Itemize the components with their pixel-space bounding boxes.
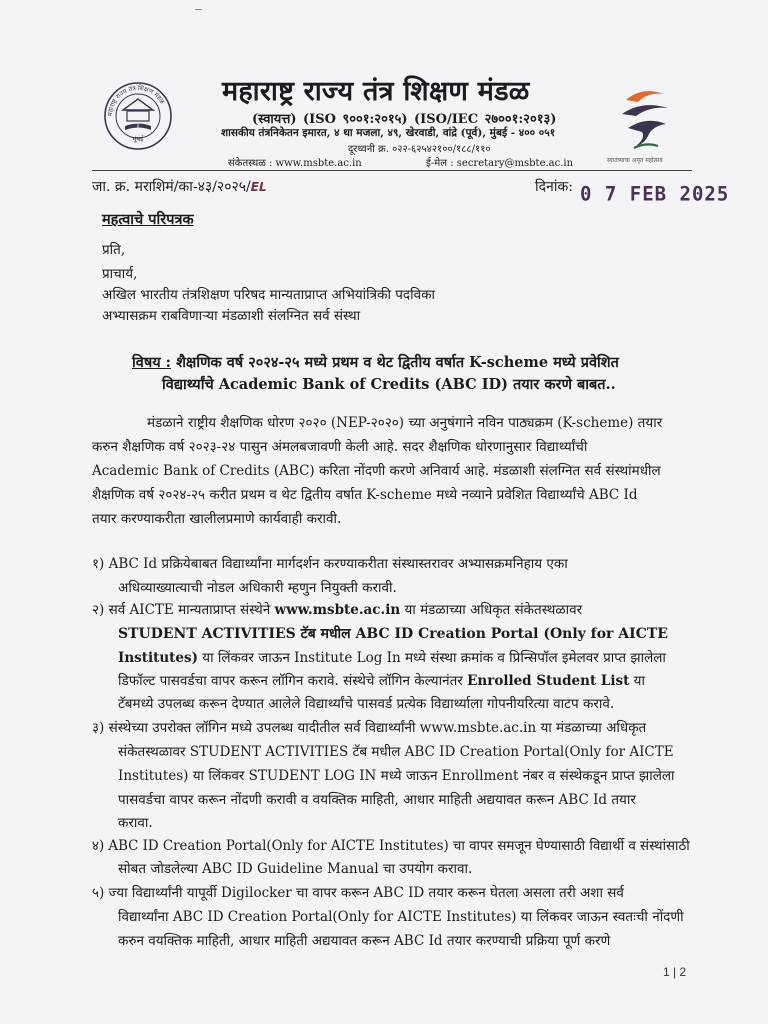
circular-title: महत्वाचे परिपत्रक xyxy=(102,211,194,228)
point-3-line: ३) संस्थेच्या उपरोक्त लॉगिन मध्ये उपलब्ध यादीतील सर्व विद्यार्थ्यांनी www.msbte.ac.in या मंडळाच्या अधिकृत xyxy=(92,720,647,736)
point-4-line: सोबत जोडलेल्या ABC ID Guideline Manual चा उपयोग करावा. xyxy=(118,861,473,877)
date-stamp: 0 7 FEB 2025 xyxy=(580,182,730,206)
point-3-line: Institutes) या लिंकवर STUDENT LOG IN मध्ये जाऊन Enrollment नंबर व संस्थेकडून प्राप्त झालेला xyxy=(118,768,675,784)
point-5-line: ५) ज्या विद्यार्थ्यांनी यापूर्वी Digilocker चा वापर करून ABC ID तयार करून घेतला असला तरी अशा सर्व xyxy=(92,885,624,901)
point-2-text: या xyxy=(629,673,645,689)
point-5-line: करुन वयक्तिक माहिती, आधार माहिती अद्ययावत करून ABC Id तयार करण्याची प्रक्रिया पूर्ण करणे xyxy=(118,933,611,949)
point-3-line: संकेतस्थळावर STUDENT ACTIVITIES टॅब मधील ABC ID Creation Portal(Only for AICTE xyxy=(118,744,674,760)
point-2-portal-tab: STUDENT ACTIVITIES टॅब मधील ABC ID Creation Portal (Only for AICTE xyxy=(118,626,668,642)
point-2-portal-tab-end: Institutes) xyxy=(118,650,198,666)
date-label: दिनांक: xyxy=(535,179,573,195)
certification-line: (स्वायत्त) (ISO ९००१:२०१५) (ISO/IEC २७००१:२०१३) xyxy=(252,112,557,127)
addressee-line: अभ्यासक्रम राबविणाऱ्या मंडळाशी संलग्नित सर्व संस्था xyxy=(102,308,361,324)
addressee-line: प्रति, xyxy=(102,242,126,258)
header-divider xyxy=(92,170,692,171)
seal-city: मुंबई xyxy=(132,135,144,143)
point-4-line: ४) ABC ID Creation Portal(Only for AICTE Institutes) चा वापर समजून घेण्यासाठी विद्यार्थी व संस्थांसाठी xyxy=(92,838,690,854)
intro-line: शैक्षणिक वर्ष २०२४-२५ करीत प्रथम व थेट द्वितीय वर्षात K-scheme मध्ये नव्याने प्रवेशित विद्यार्थ्यांचे ABC Id xyxy=(92,487,638,503)
reference-handwritten-suffix: EL xyxy=(250,180,267,194)
subject-line-1 xyxy=(132,352,619,372)
msbte-website-link[interactable]: www.msbte.ac.in xyxy=(274,602,401,618)
point-2-line xyxy=(118,671,645,689)
intro-line: करुन शैक्षणिक वर्ष २०२३-२४ पासुन अंमलबजावणी केली आहे. सदर शैक्षणिक धोरणानुसार विद्यार्थ्यांची xyxy=(92,439,588,455)
emblem-tagline: स्वातंत्र्याचा अमृत महोत्सव xyxy=(607,157,663,164)
intro-line: तयार करण्याकरीता खालीलप्रमाणे कार्यवाही करावी. xyxy=(92,511,342,527)
reference-number xyxy=(92,177,267,196)
msbte-seal-logo xyxy=(103,74,173,156)
scan-mark xyxy=(195,9,202,10)
point-2-line xyxy=(118,648,666,666)
subject-line-2: विद्यार्थ्यांचे Academic Bank of Credits (ABC ID) तयार करणे बाबत.. xyxy=(162,376,616,393)
addressee-line: अखिल भारतीय तंत्रशिक्षण परिषद मान्यताप्राप्त अभियांत्रिकी पदविका xyxy=(102,287,435,303)
point-2-text: या मंडळाच्या अधिकृत संकेतस्थळावर xyxy=(400,602,583,618)
point-2-line xyxy=(92,600,582,618)
point-1-line: १) ABC Id प्रक्रियेबाबत विद्यार्थ्यांना मार्गदर्शन करण्याकरीता संस्थास्तरावर अभ्यासक्रमनिहाय एका xyxy=(92,556,568,572)
reference-number-text: जा. क्र. मराशिमं/का-४३/२०२५/ xyxy=(92,179,251,195)
point-3-line: पासवर्डचा वापर करून नोंदणी करावी व वयक्तिक माहिती, आधार माहिती अद्ययावत करून ABC Id तयार xyxy=(118,792,636,808)
point-2-text: या लिंकवर जाऊन Institute Log In मध्ये संस्था क्रमांक व प्रिन्सिपॉल इमेलवर प्राप्त झालेला xyxy=(197,650,666,666)
seal-ring-text: महाराष्ट्र राज्य तंत्र शिक्षण मंडळ xyxy=(106,84,166,117)
organization-address: शासकीय तंत्रनिकेतन इमारत, ४ था मजला, ४९, खेरवाडी, वांद्रे (पूर्व), मुंबई - ४०० ०५१ xyxy=(221,127,556,139)
organization-email: ई-मेल : secretary@msbte.ac.in xyxy=(426,158,574,169)
subject-label: विषय : xyxy=(132,354,172,371)
amrit-mahotsav-emblem xyxy=(612,84,678,156)
point-3-line: करावा. xyxy=(118,815,153,831)
organization-phone: दूरध्वनी क्र. ०२२-६२५४२१००/१८८/११० xyxy=(348,144,491,155)
point-2-text: २) सर्व AICTE मान्यताप्राप्त संस्थेने xyxy=(92,602,275,618)
point-1-line: अधिव्याख्यात्याची नोडल अधिकारी म्हणुन नियुक्ती करावी. xyxy=(118,580,397,596)
point-2-line: टॅबमध्ये उपलब्ध करून देण्यात आलेले विद्यार्थ्यांचे पासवर्ड प्रत्येक विद्यार्थ्याला गोपनीयरित्या वाटप करावे. xyxy=(118,696,615,712)
enrolled-student-list-tab: Enrolled Student List xyxy=(467,673,630,689)
page-number: 1 | 2 xyxy=(663,965,687,979)
intro-line: Academic Bank of Credits (ABC) करिता नोंदणी करणे अनिवार्य आहे. मंडळाशी संलग्नित सर्व संस्थांमधील xyxy=(92,463,661,479)
organization-website: संकेतस्थळ : www.msbte.ac.in xyxy=(228,158,362,169)
point-5-line: विद्यार्थ्यांना ABC ID Creation Portal(Only for AICTE Institutes) या लिंकवर जाऊन स्वतःची नोंदणी xyxy=(118,909,684,925)
subject-text-1: शैक्षणिक वर्ष २०२४-२५ मध्ये प्रथम व थेट द्वितीय वर्षात K-scheme मध्ये प्रवेशित xyxy=(171,354,619,371)
organization-name: महाराष्ट्र राज्य तंत्र शिक्षण मंडळ xyxy=(222,76,530,107)
addressee-line: प्राचार्य, xyxy=(102,266,138,282)
point-2-text: डिफॉल्ट पासवर्डचा वापर करून लॉगिन करावे. संस्थेचे लॉगिन केल्यानंतर xyxy=(118,673,468,689)
intro-line: मंडळाने राष्ट्रीय शैक्षणिक धोरण २०२० (NEP-२०२०) च्या अनुषंगाने नविन पाठ्यक्रम (K-scheme) तयार xyxy=(147,415,663,431)
